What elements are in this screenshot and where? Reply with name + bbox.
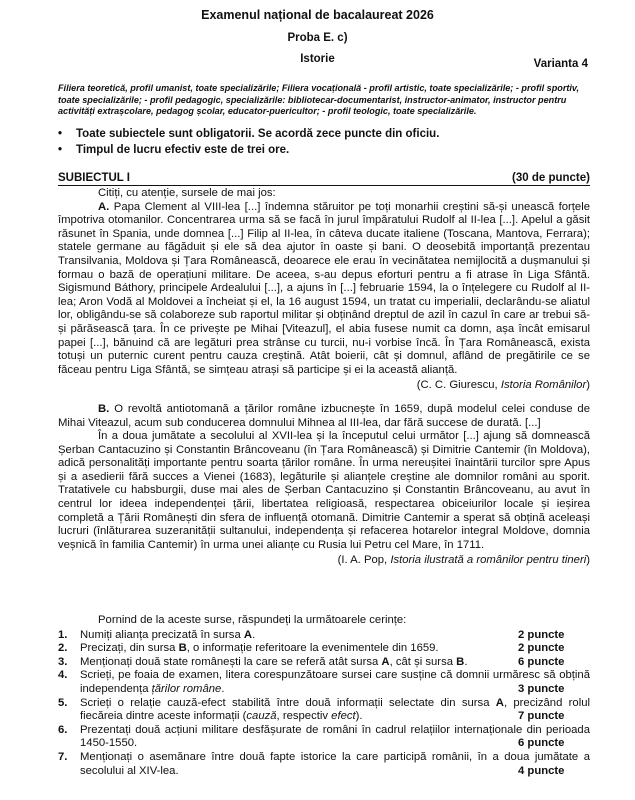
sources-body (58, 187, 590, 568)
exam-title: Examenul național de bacalaureat 2026 (201, 8, 434, 22)
questions-intro: Pornind de la aceste surse, răspundeți la următoarele cerințe: (98, 614, 407, 626)
question-points: 6 puncte (518, 655, 565, 668)
varianta-label: Varianta 4 (533, 58, 588, 70)
bullet-icon: • (58, 128, 63, 140)
source-b-letter: B. (98, 402, 110, 415)
question-points: 2 puncte (518, 642, 565, 655)
question-points: 6 puncte (518, 737, 565, 750)
question-points: 7 puncte (518, 710, 565, 723)
question-item: 3. 6 puncte Menționați două state românești la care se referă atât sursa A, cât și sursa B. (58, 656, 590, 670)
question-points: 2 puncte (518, 628, 565, 641)
question-points: 3 puncte (518, 682, 565, 695)
question-item: 7. Menționați o asemănare între două fapte istorice la care participă românii, în a doua jumătate a secolului al XIV-lea. 4 puncte (58, 750, 590, 777)
questions-list (58, 614, 590, 778)
question-item: 6. Prezentați două acțiuni militare desfășurate de români în cadrul relațiilor internaționale din perioada 1450-1550. 6 puncte (58, 723, 590, 750)
source-b-text-2: În a doua jumătate a secolului al XVII-lea și la începutul celui următor [...] ajung să domnească Șerban Cantacuzino și Constantin Brâncoveanu (în Țara Românească) și Dimitrie Cantemir (în Moldova), adică personalități importante pentru soarta țărilor române. În urma nereușitei înaintării turcilor spre Apus și a asedierii fără succes a Vienei (1683), legăturile și alianțele creștine ale domnilor români au sporit. Tratativele cu habsburgii, duse mai ales de Șerban Cantacuzino și Constantin Brâncoveanu, au avut în centrul lor ideea independenței țării, libertatea religioasă, respectarea obiceiurilor locale și ieșirea completă a Țării Românești din sfera de influență otomană. Dimitrie Cantemir a sperat să obțină aceleași lucruri (înlăturarea suzeranității sultanului, independența și refacerea hotarelor integral Moldove, domnia veșnică în familia Cantemir) în urma unei alianțe cu Rusia lui Petru cel Mare, în 1711. (58, 430, 590, 551)
subject-label: SUBIECTUL I (58, 172, 130, 184)
subject-points: (30 de puncte) (512, 172, 590, 184)
source-a-citation: (C. C. Giurescu, Istoria Românilor) (416, 379, 590, 392)
source-a-letter: A. (98, 200, 110, 213)
instruction-item: • Timpul de lucru efectiv este de trei ore. (58, 144, 290, 156)
question-item: 2. 2 puncte Precizați, din sursa B, o informație referitoare la evenimentele din 1659. (58, 642, 590, 656)
exam-subject: Istorie (300, 53, 335, 65)
exam-proba: Proba E. c) (287, 32, 348, 44)
source-a-text: A. Papa Clement al VIII-lea [...] îndemna stăruitor pe toți monarhii creștini să-și unească forțele împotriva otomanilor. Concentrarea urma să se facă în jurul împăratului Rudolf al II-lea [...]. Apelul a găsit răsunet în Spania, unde domnea [...] Filip al II-lea, în câteva ducate italiene (Toscana, Mantova, Ferrara); statele germane au făgăduit și ele să dea ajutor în oaste și bani. O deosebită importanță prezentau Transilvania, Moldova și Țara Românească, deoarece ele erau în vecinătatea nemijlocită a dușmanului și formau o bază de operațiuni militare. De aceea, s-au depus eforturi pentru a fi atrase în Liga Sfântă. Sigismund Báthory, principele Ardealului [...], a ajuns în [...] februarie 1594, la o înțelegere cu Rudolf al II-lea; Aron Vodă al Moldovei a încheiat și el, la 16 august 1594, un tratat cu imperialii, declarându-se aliatul lor, obligându-se să colaboreze sub raportul militar și obținând dreptul de azil în cazul în care ar trebui să-și părăsească țara. În ce privește pe Mihai [Viteazul], el abia fusese numit ca domn, așa încât emisarul papei [...], bănuind că are legături prea strânse cu turcii, nu-i vorbise încă. În Țara Românească, exista totuși un puternic curent pentru cauza creștină. Atât boierii, cât și domnul, aflând de pregătirile ce se făceau pentru Liga Sfântă, se simțeau atrași să participe și ei la această alianță. (58, 200, 591, 376)
bullet-icon: • (58, 144, 63, 156)
instruction-item: • Toate subiectele sunt obligatorii. Se acordă zece puncte din oficiu. (58, 128, 440, 140)
question-item: 1. 2 puncte Numiți alianța precizată în sursa A. (58, 629, 590, 643)
question-item: 5. Scrieți o relație cauză-efect stabilită între două informații selectate din sursa A, precizând rolul fiecăreia dintre aceste informații (cauză, respectiv efect). 7 puncte (58, 696, 590, 723)
question-item: 4. Scrieți, pe foaia de examen, litera corespunzătoare sursei care susține că domnii urmăresc să obțină independența țărilor române. 3 puncte (58, 669, 590, 695)
source-b-text-1: B. O revoltă antiotomană a țărilor române izbucnește în 1659, după modelul celei conduse de Mihai Viteazul, acum sub conducerea domnului Mihnea al III-lea, dar fără succese de durată. [...] (58, 402, 590, 429)
subject-heading (58, 172, 590, 186)
intro-text: Citiți, cu atenție, sursele de mai jos: (98, 187, 276, 199)
question-points: 4 puncte (518, 764, 565, 777)
source-b-citation: (I. A. Pop, Istoria ilustrată a românilor pentru tineri) (337, 554, 590, 567)
filiera-text: Filiera teoretică, profil umanist, toate specializările; Filiera vocațională - profil artistic, toate specializările; - profil sportiv, toate specializările; - profil pedagogic, specializările: bibliotecar-documentarist, instructor-animator, instructor pentru activități extrașcolare, pedagog școlar, educator-puericultor; - profil teologic, toate specializările. (58, 83, 580, 117)
instructions-list (58, 126, 590, 158)
